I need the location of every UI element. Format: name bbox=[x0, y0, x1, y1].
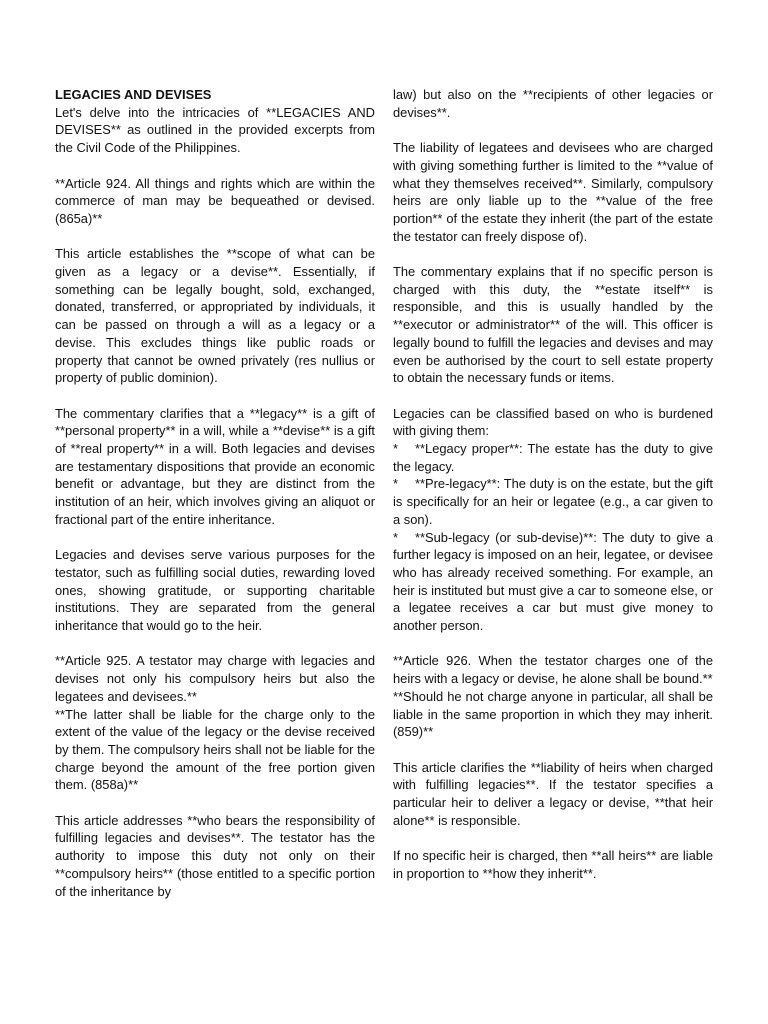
paragraph-purposes: Legacies and devises serve various purposes for the testator, such as fulfilling social duties, rewarding loved ones, showing gratitude, or supporting charitable institutions. They are separated from the general inheritance that would go to the heir. bbox=[55, 547, 375, 634]
paragraph-article-926: **Article 926. When the testator charges one of the heirs with a legacy or devise, he alone shall be bound.** bbox=[393, 653, 713, 687]
bullet-marker: * bbox=[393, 441, 399, 457]
paragraph-article-925: **Article 925. A testator may charge with legacies and devises not only his compulsory heirs but also the legatees and devisees.** bbox=[55, 653, 375, 704]
paragraph-heir-liability: This article clarifies the **liability of heirs when charged with fulfilling legacies**. If the testator specifies a particular heir to deliver a legacy or devise, **that heir alone** is responsible. bbox=[393, 759, 713, 828]
left-column bbox=[55, 86, 375, 900]
paragraph-proportion: If no specific heir is charged, then **all heirs** are liable in proportion to **how they inherit**. bbox=[393, 848, 713, 881]
paragraph-continuation: law) but also on the **recipients of other legacies or devises**. bbox=[393, 87, 713, 120]
paragraph-article-924: **Article 924. All things and rights which are within the commerce of man may be bequeathed or devised. (865a)** bbox=[55, 175, 375, 226]
bullet-text: **Pre-legacy**: The duty is on the estate, but the gift is specifically for an heir or legatee (e.g., a car given to a son). bbox=[393, 476, 713, 527]
bullet-marker: * bbox=[393, 476, 399, 492]
paragraph-executor: The commentary explains that if no specific person is charged with this duty, the **estate itself** is responsible, and this is usually handled by the **executor or administrator** of the will. This officer is legally bound to fulfill the legacies and devises and may even be authorised by the court to sell estate property to obtain the necessary funds or items. bbox=[393, 264, 713, 386]
paragraph-classification: Legacies can be classified based on who is burdened with giving them: bbox=[393, 405, 713, 439]
paragraph-liability-limit: The liability of legatees and devisees who are charged with giving something further is limited to the **value of what they themselves received**. Similarly, compulsory heirs are only liable up to the **value of the free portion** of the estate they inherit (the part of the estate the testator can freely dispose of). bbox=[393, 140, 713, 244]
paragraph-article-926-all-heirs: **Should he not charge anyone in particular, all shall be liable in the same proportion in which they may inherit. (859)** bbox=[393, 688, 713, 740]
paragraph-responsibility: This article addresses **who bears the responsibility of fulfilling legacies and devises**. The testator has the authority to impose this duty not only on their **compulsory heirs** (those entitled to a specific portion of the inheritance by bbox=[55, 812, 375, 899]
bullet-marker: * bbox=[393, 529, 399, 545]
right-column bbox=[393, 86, 713, 883]
paragraph-article-925-liability: **The latter shall be liable for the charge only to the extent of the value of the legacy or the devise received by them. The compulsory heirs shall not be liable for the charge beyond the amount of the free portion given them. (858a)** bbox=[55, 706, 375, 793]
bullet-text: **Legacy proper**: The estate has the duty to give the legacy. bbox=[393, 441, 713, 474]
paragraph-intro: Let's delve into the intricacies of **LEGACIES AND DEVISES** as outlined in the provided excerpts from the Civil Code of the Philippines. bbox=[55, 104, 375, 156]
document-title: LEGACIES AND DEVISES bbox=[55, 87, 212, 102]
list-item-pre-legacy bbox=[393, 475, 713, 528]
paragraph-commentary-legacy-devise: The commentary clarifies that a **legacy** is a gift of **personal property** in a will, while a **devise** is a gift of **real property** in a will. Both legacies and devises are testamentary dispositions that provide an economic benefit or advantage, but they are distinct from the institution of an heir, which involves giving an aliquot or fractional part of the entire inheritance. bbox=[55, 405, 375, 527]
list-item-sub-legacy bbox=[393, 529, 713, 635]
bullet-text: **Sub-legacy (or sub-devise)**: The duty to give a further legacy is imposed on an heir, legatee, or devisee who has already received something. For example, an heir is instituted but must give a car to someone else, or a legatee receives a car but must give money to another person. bbox=[393, 529, 713, 634]
list-item-legacy-proper bbox=[393, 440, 713, 475]
paragraph-scope: This article establishes the **scope of what can be given as a legacy or a devise**. Essentially, if something can be legally bought, sold, exchanged, donated, transferred, or appropriated by individuals, it can be passed on through a will as a legacy or a devise. This excludes things like public roads or property that cannot be owned privately (res nullius or property of public dominion). bbox=[55, 246, 375, 386]
